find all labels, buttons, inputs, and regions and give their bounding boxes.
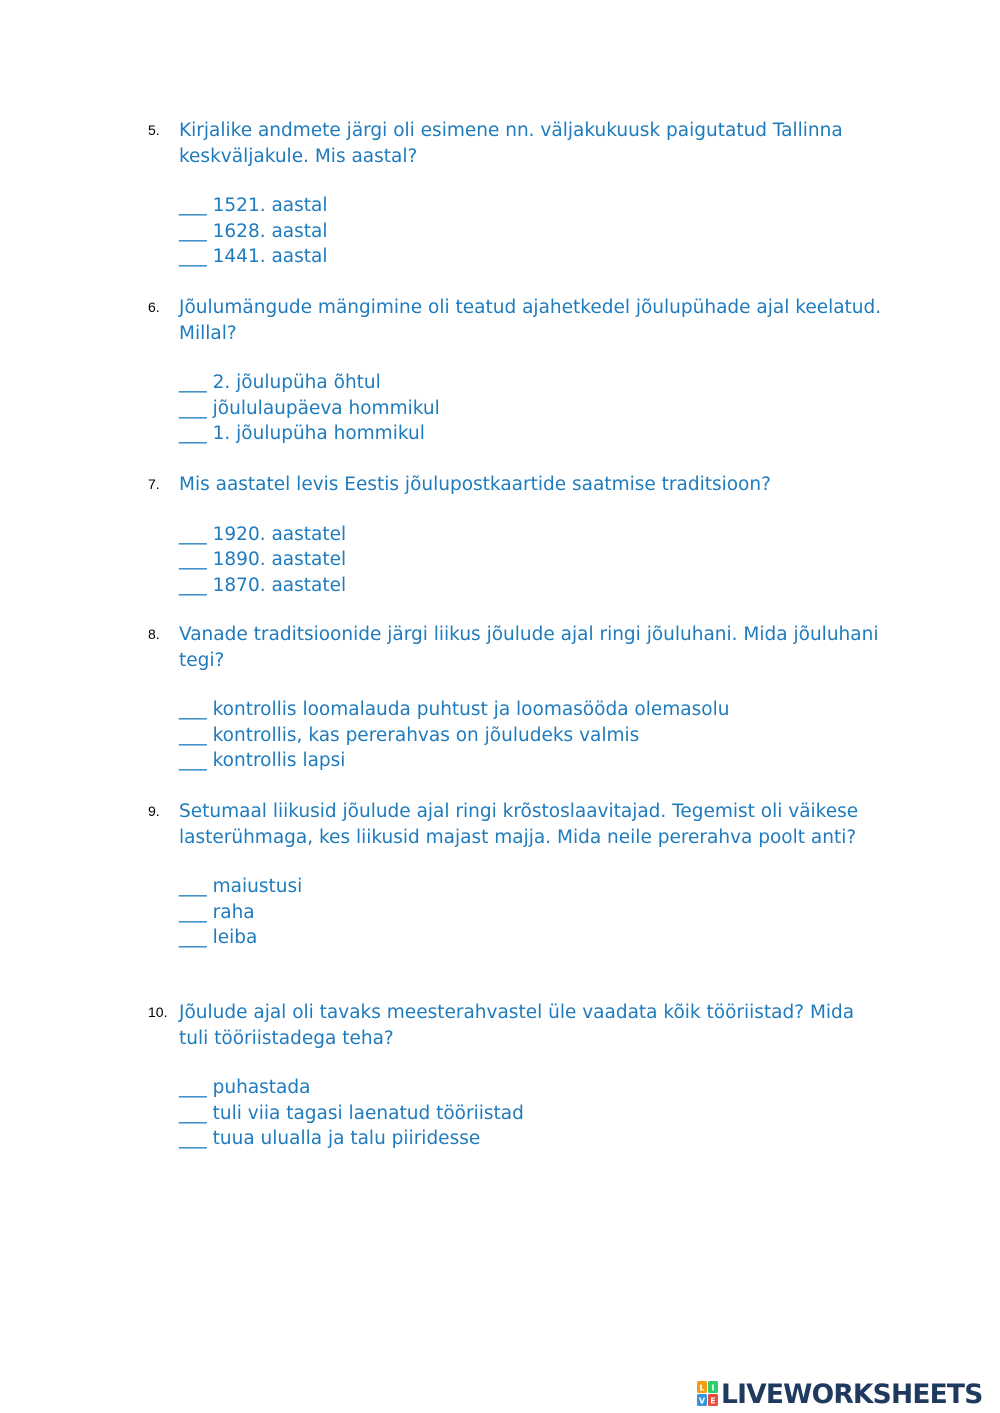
question-text: Vanade traditsioonide järgi liikus jõulude ajal ringi jõuluhani. Mida jõuluhani tegi?	[179, 624, 879, 671]
answer-option[interactable]: ___ tuli viia tagasi laenatud tööriistad	[179, 1102, 524, 1124]
svg-text:E: E	[710, 1396, 716, 1406]
question-number: 8.	[148, 626, 160, 642]
answer-option[interactable]: ___ 1521. aastal	[179, 195, 328, 216]
answer-option[interactable]: ___ kontrollis, kas pererahvas on jõuludeks valmis	[179, 724, 640, 746]
question-text: Kirjalike andmete järgi oli esimene nn. väljakukuusk paigutatud Tallinna keskväljakule. Mis aastal?	[179, 120, 843, 167]
question-number: 6.	[148, 299, 160, 315]
question-number: 10.	[148, 1004, 168, 1020]
answer-option[interactable]: ___ 1890. aastatel	[179, 549, 347, 570]
answer-option[interactable]: ___ tuua ulualla ja talu piiridesse	[179, 1128, 481, 1149]
svg-text:L: L	[699, 1383, 705, 1393]
answer-option[interactable]: ___ jõululaupäeva hommikul	[179, 397, 440, 419]
answer-option[interactable]: ___ kontrollis loomalauda puhtust ja loomasööda olemasolu	[179, 699, 730, 720]
answer-options	[179, 370, 888, 447]
answer-option[interactable]: ___ maiustusi	[179, 876, 303, 897]
answer-options	[179, 697, 888, 774]
question-10	[148, 1000, 888, 1152]
answer-options	[179, 193, 888, 270]
question-text: Setumaal liikusid jõulude ajal ringi krõstoslaavitajad. Tegemist oli väikese lasterühmaga, kes liikusid majast majja. Mida neile pererahva poolt anti?	[179, 801, 859, 848]
answer-option[interactable]: ___ 1628. aastal	[179, 220, 328, 242]
answer-option[interactable]: ___ 1920. aastatel	[179, 523, 347, 545]
question-number: 9.	[148, 803, 160, 819]
answer-option[interactable]: ___ puhastada	[179, 1077, 311, 1098]
answer-option[interactable]: ___ 1. jõulupüha hommikul	[179, 423, 425, 444]
answer-option[interactable]: ___ raha	[179, 901, 255, 923]
question-text: Jõulude ajal oli tavaks meesterahvastel üle vaadata kõik tööriistad? Mida tuli tööriistadega teha?	[179, 1002, 855, 1049]
answer-option[interactable]: ___ 2. jõulupüha õhtul	[179, 372, 381, 393]
answer-option[interactable]: ___ kontrollis lapsi	[179, 750, 346, 771]
answer-options	[179, 1075, 888, 1152]
answer-options	[179, 522, 888, 599]
svg-text:I: I	[711, 1383, 715, 1393]
liveworksheets-logo-icon	[697, 1381, 719, 1407]
question-8	[148, 622, 888, 774]
question-6	[148, 295, 888, 447]
question-number: 7.	[148, 476, 160, 492]
question-number: 5.	[148, 122, 160, 138]
brand-name: LIVEWORKSHEETS	[721, 1378, 983, 1410]
question-text: Jõulumängude mängimine oli teatud ajahetkedel jõulupühade ajal keelatud. Millal?	[179, 297, 882, 344]
question-5	[148, 118, 888, 270]
answer-options	[179, 874, 888, 951]
answer-option[interactable]: ___ leiba	[179, 927, 258, 948]
question-9	[148, 799, 888, 951]
answer-option[interactable]: ___ 1441. aastal	[179, 246, 328, 267]
question-text: Mis aastatel levis Eestis jõulupostkaartide saatmise traditsioon?	[179, 474, 771, 495]
answer-option[interactable]: ___ 1870. aastatel	[179, 574, 347, 596]
liveworksheets-brand[interactable]	[697, 1379, 983, 1409]
svg-text:V: V	[698, 1396, 706, 1406]
question-7	[148, 472, 888, 598]
